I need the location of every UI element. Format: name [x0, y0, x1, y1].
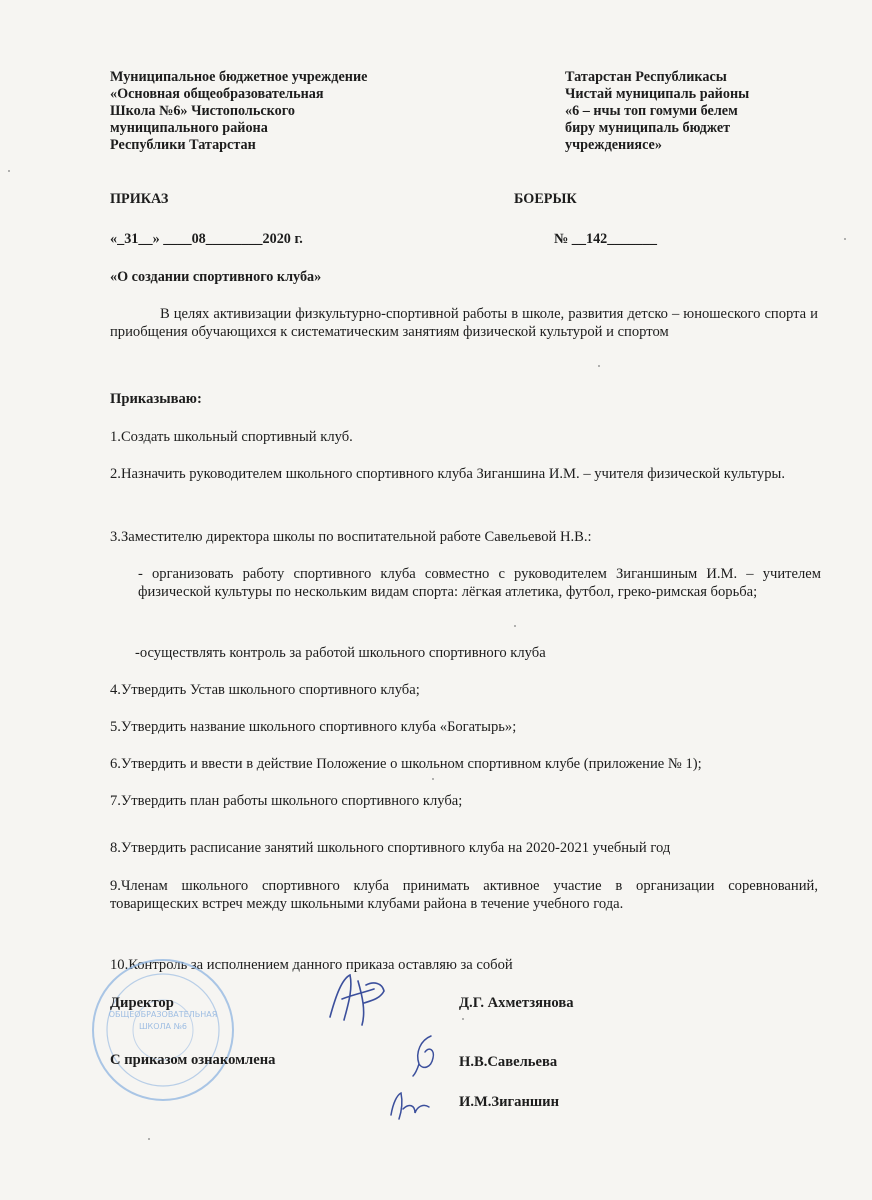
header-left: [110, 69, 367, 154]
item-3b: -осуществлять контроль за работой школьного спортивного клуба: [135, 645, 546, 661]
header-right-line: «6 – нчы топ гомуми белем: [565, 103, 738, 119]
scan-speck: [598, 365, 600, 367]
scan-speck: [514, 625, 516, 627]
ziganshin-signature: [385, 1085, 435, 1125]
scan-speck: [844, 238, 846, 240]
item-2: 2.Назначить руководителем школьного спортивного клуба Зиганшина И.М. – учителя физической культуры.: [110, 466, 785, 482]
header-left-line: муниципального района: [110, 120, 268, 136]
title-ru: ПРИКАЗ: [110, 191, 169, 207]
acquainted-name-2: И.М.Зиганшин: [459, 1094, 560, 1110]
director-name: Д.Г. Ахметзянова: [459, 995, 574, 1011]
scan-speck: [462, 1018, 464, 1020]
scan-speck: [148, 1138, 150, 1140]
item-3a: - организовать работу спортивного клуба совместно с руководителем Зиганшиным И.М. – учителем физической культуры по нескольким видам спорта: лёгкая атлетика, футбол, греко-римская борьба;: [138, 566, 821, 600]
header-right: [565, 69, 749, 154]
acquainted-name-1: Н.В.Савельева: [459, 1054, 558, 1070]
preamble: В целях активизации физкультурно-спортивной работы в школе, развития детско – юношеского спорта и приобщения обучающихся к систематическим занятиям физической культурой и спортом: [110, 306, 818, 340]
order-number: № __142_______: [554, 231, 657, 247]
svg-text:ОБЩЕОБРАЗОВАТЕЛЬНАЯ: ОБЩЕОБРАЗОВАТЕЛЬНАЯ: [108, 1010, 218, 1019]
item-7: 7.Утвердить план работы школьного спортивного клуба;: [110, 793, 463, 809]
scan-speck: [432, 778, 434, 780]
acquainted-label: С приказом ознакомлена: [110, 1052, 276, 1068]
title-tat: БОЕРЫК: [514, 191, 577, 207]
order-subject: «О создании спортивного клуба»: [110, 269, 322, 285]
item-9: 9.Членам школьного спортивного клуба принимать активное участие в организации соревнований, товарищеских встреч между школьными клубами района в течение учебного года.: [110, 878, 818, 912]
order-word: Приказываю:: [110, 391, 202, 407]
item-1: 1.Создать школьный спортивный клуб.: [110, 429, 353, 445]
item-8: 8.Утвердить расписание занятий школьного спортивного клуба на 2020-2021 учебный год: [110, 840, 671, 856]
order-date: «_31__» ____08________2020 г.: [110, 231, 303, 247]
header-left-line: Республики Татарстан: [110, 137, 256, 153]
header-left-line: Школа №6» Чистопольского: [110, 103, 295, 119]
header-left-line: Муниципальное бюджетное учреждение: [110, 69, 368, 85]
item-10: 10.Контроль за исполнением данного приказа оставляю за собой: [110, 957, 513, 973]
item-6: 6.Утвердить и ввести в действие Положение о школьном спортивном клубе (приложение № 1);: [110, 756, 702, 772]
header-left-line: «Основная общеобразовательная: [110, 86, 324, 102]
item-4: 4.Утвердить Устав школьного спортивного клуба;: [110, 682, 420, 698]
scan-speck: [8, 170, 10, 172]
header-right-line: биру муниципаль бюджет: [565, 120, 731, 136]
header-right-line: учреждениясе»: [565, 137, 662, 153]
school-stamp: [88, 955, 238, 1105]
savelyeva-signature: [405, 1030, 445, 1080]
item-3: 3.Заместителю директора школы по воспитательной работе Савельевой Н.В.:: [110, 529, 592, 545]
director-label: Директор: [110, 995, 174, 1011]
svg-text:ШКОЛА №6: ШКОЛА №6: [139, 1022, 187, 1031]
header-right-line: Татарстан Республикасы: [565, 69, 727, 85]
director-signature: [322, 965, 392, 1030]
item-5: 5.Утвердить название школьного спортивного клуба «Богатырь»;: [110, 719, 517, 735]
header-right-line: Чистай муниципаль районы: [565, 86, 750, 102]
